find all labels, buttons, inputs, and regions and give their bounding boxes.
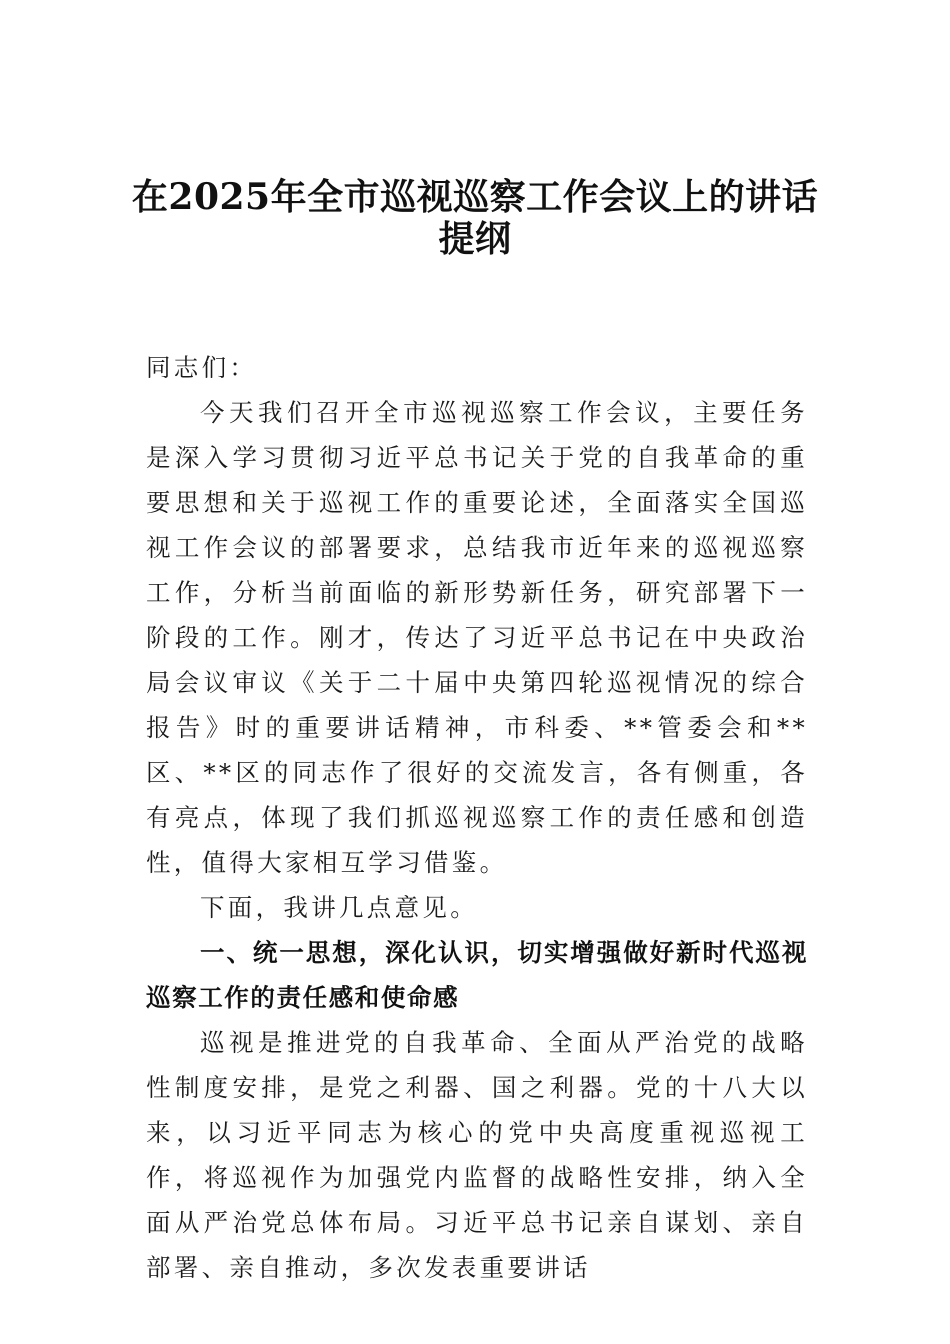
- document-title-line-1: 在2025年全市巡视巡察工作会议上的讲话: [131, 176, 819, 218]
- document-title-line-2: 提纲: [438, 218, 512, 260]
- document-body: [146, 345, 808, 1290]
- opening-paragraph: 今天我们召开全市巡视巡察工作会议，主要任务是深入学习贯彻习近平总书记关于党的自我革命的重要思想和关于巡视工作的重要论述，全面落实全国巡视工作会议的部署要求，总结我市近年来的巡视巡察工作，分析当前面临的新形势新任务，研究部署下一阶段的工作。刚才，传达了习近平总书记在中央政治局会议审议《关于二十届中央第四轮巡视情况的综合报告》时的重要讲话精神，市科委、**管委会和**区、**区的同志作了很好的交流发言，各有侧重，各有亮点，体现了我们抓巡视巡察工作的责任感和创造性，值得大家相互学习借鉴。: [146, 398, 808, 877]
- section-paragraph: 巡视是推进党的自我革命、全面从严治党的战略性制度安排，是党之利器、国之利器。党的十八大以来，以习近平同志为核心的党中央高度重视巡视工作，将巡视作为加强党内监督的战略性安排，纳入全面从严治党总体布局。习近平总书记亲自谋划、亲自部署、亲自推动，多次发表重要讲话: [146, 1028, 808, 1282]
- section-heading: 一、统一思想，深化认识，切实增强做好新时代巡视巡察工作的责任感和使命感: [146, 938, 808, 1012]
- salutation: 同志们：: [146, 353, 258, 382]
- transition-paragraph: 下面，我讲几点意见。: [200, 893, 478, 922]
